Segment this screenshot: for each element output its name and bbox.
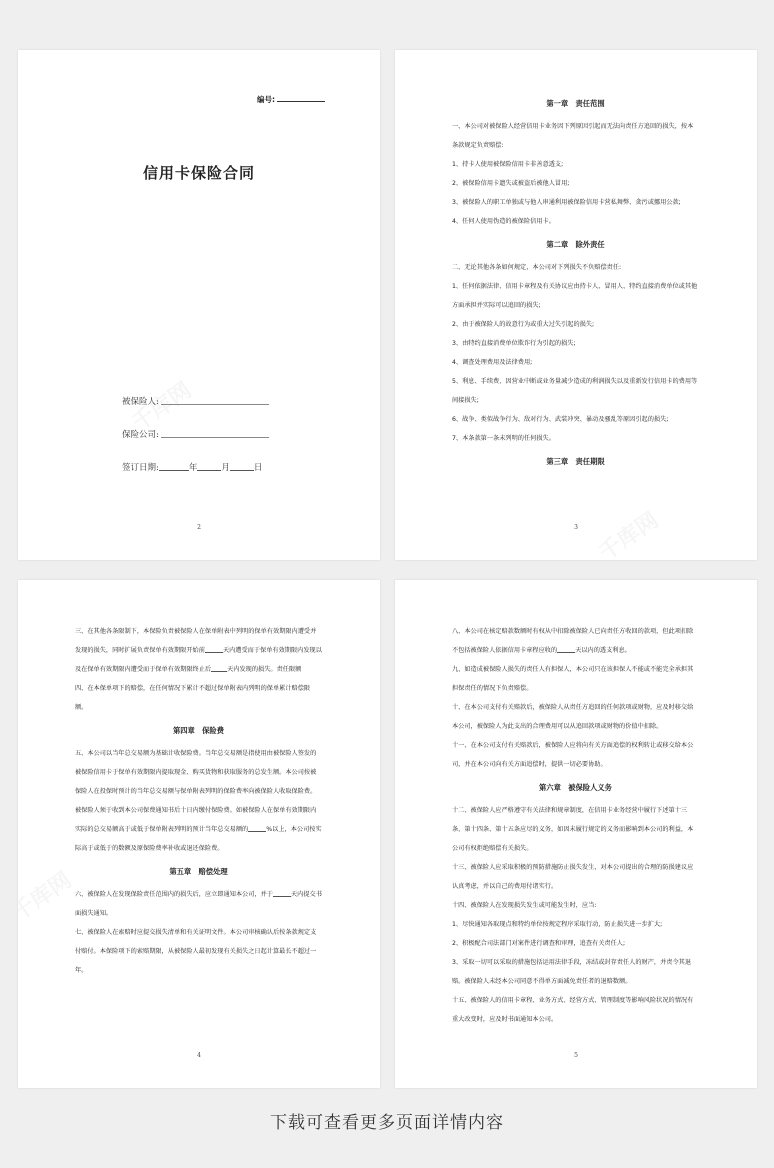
- page-body: [452, 90, 699, 475]
- day-label: 日: [253, 463, 263, 473]
- chapter-heading: 第一章 责任范围: [546, 99, 605, 108]
- insured-blank: [161, 404, 269, 405]
- list-item: 1、尽快通知各取现点和特约单位按规定程序采取行动，防止损失进一步扩大;: [452, 921, 663, 928]
- chapter-heading: 第三章 责任期限: [546, 457, 605, 466]
- article-text: 十四、被保险人在发现损失发生或可能发生时，应当:: [452, 902, 597, 909]
- sign-date-field: [122, 461, 262, 473]
- article-text: 十二、被保险人应严格遵守有关法律和规章制度，在信用卡业务经营中履行下述第十三条、第十四条、第十五条应尽的义务，如因未履行规定的义务而影响到本公司的利益，本公司有权拒绝赔偿有关损失。: [452, 807, 694, 852]
- article-text: 九、如造成被保险人损失的责任人有担保人，本公司只在该担保人不能或不能完全承担其担保责任的情况下负责赔偿。: [452, 666, 694, 692]
- insurer-field: [122, 428, 269, 440]
- article-text: 十三、被保险人应采取积极的预防措施防止损失发生，对本公司提出的合理的防损建议应认真考虑，并以自己的费用付诸实行。: [452, 864, 694, 890]
- list-item: 1、持卡人使用被保险信用卡非善意透支;: [452, 161, 564, 168]
- article-text: 十五、被保险人的信用卡章程、业务方式、经营方式、管理制度等影响风险状况的情况有重大改变时，应及时书面通知本公司。: [452, 997, 694, 1023]
- list-item: 4、任何人使用伪造的被保险信用卡。: [452, 218, 555, 225]
- contract-number-blank: [277, 101, 325, 102]
- article-text: 二、无论其他各条如何规定，本公司对下列损失不负赔偿责任:: [452, 264, 622, 271]
- list-item: 1、任何依据法律、信用卡章程及有关协议应由持卡人、冒用人、特约直接消费单位或其他方面承担并实际可以追回的损失;: [452, 283, 698, 309]
- list-item: 3、由特约直接消费单位欺诈行为引起的损失;: [452, 340, 576, 347]
- insurer-label: 保险公司:: [122, 430, 159, 440]
- contract-number-label: 编号:: [257, 95, 275, 104]
- insured-label: 被保险人:: [122, 397, 159, 407]
- chapter-heading: 第六章 被保险人义务: [539, 783, 612, 792]
- contract-title: 信用卡保险合同: [142, 164, 255, 182]
- list-item: 5、利息、手续费、因营业中断或业务量减少造成的利润损失以及重新发行信用卡的费用等间接损失;: [452, 378, 698, 404]
- download-more-link[interactable]: 下载可查看更多页面详情内容: [270, 1113, 504, 1133]
- list-item: 4、调查处理费用及法律费用;: [452, 359, 533, 366]
- article-text: 四、在本保单项下的赔偿，在任何情况下累计不超过保单附表内列明的保单累计赔偿限额。: [75, 685, 311, 711]
- sign-date-label: 签订日期:: [122, 463, 159, 473]
- insurer-blank: [161, 437, 269, 438]
- page-number: 3: [574, 524, 578, 531]
- chapter-heading: 第五章 赔偿处理: [169, 867, 228, 876]
- page-body: [75, 622, 322, 980]
- page-number: 5: [574, 1052, 578, 1059]
- article-text: 八、本公司在核定赔款数额时有权从中扣除被保险人已向责任方收回的款项，但此项扣除不包括被保险人依据信用卡章程应收的 天以内的透支利息。: [452, 628, 694, 654]
- article-text: 十、在本公司支付有关赔款后，被保险人从责任方追回的任何款项或财物，应及时移交给本公司，被保险人为此支出的合理费用可以从追回款项或财物的价值中扣除。: [452, 704, 694, 730]
- list-item: 3、被保险人的职工单独或与他人串通利用被保险信用卡营私舞弊、贪污或挪用公款;: [452, 199, 681, 206]
- chapter-heading: 第二章 除外责任: [546, 240, 605, 249]
- watermark: [592, 504, 664, 560]
- article-text: 一、本公司对被保险人经营信用卡业务因下列原因引起而无法向责任方追回的损失，按本条款规定负责赔偿:: [452, 123, 694, 149]
- page-body: [452, 622, 699, 1029]
- article-text: 六、被保险人在发现保险责任范围内的损失后，应立即通知本公司，并于 天内提交书面损失通知。: [75, 891, 322, 917]
- chapter-heading: 第四章 保险费: [172, 726, 225, 735]
- article-text: 五、本公司以当年总交易额为基础计收保险费。当年总交易额是指使用由被保险人签发的被保险信用卡于保单有效期限内提取现金、购买货物和获取服务的总发生额。本公司按被保险人在投保时预计的当年总交易额与保单附表列明的保险费率向被保险人收取保险费。被保险人须于收到本公司保费通知书后十日内缴付保险费。如被保险人在保单有效期限内实际的总交易额高于或低于保单附表列明的预计当年总交易额的 %以上，本公司按实际高于或低于的数额及原保险费率补收或退还保险费。: [75, 750, 322, 852]
- page-number: 4: [197, 1052, 201, 1059]
- page-2: [18, 50, 380, 560]
- page-3: [395, 50, 757, 560]
- insured-field: [122, 395, 269, 407]
- month-label: 月: [221, 463, 230, 473]
- page-4: [18, 580, 380, 1088]
- list-item: 3、采取一切可以采取的措施包括运用法律手段，冻结或封存责任人的财产，并责令其退赔。被保险人未经本公司同意不得单方面减免责任者的退赔数额。: [452, 959, 692, 985]
- list-item: 6、战争、类似战争行为、敌对行为、武装冲突、暴动及骚乱等原因引起的损失;: [452, 416, 669, 423]
- page-number: 2: [197, 524, 201, 531]
- watermark: [18, 864, 77, 927]
- article-text: 三、在其他各条限制下，本保险负责被保险人在保单附表中列明的保单有效期限内遭受并发现的损失，同时扩展负责保单有效期限开始前 天内遭受而于保单有效期限内发现以及在保单有效期限内遭受而于保单有效期限终止后 天内发现的损失。责任限额: [75, 628, 322, 673]
- list-item: 2、被保险信用卡遗失或被盗后被他人冒用;: [452, 180, 570, 187]
- article-text: 七、被保险人在索赔时应提交损失清单和有关证明文件。本公司审核确认后按条款规定支付赔付。本保险项下的索赔期限，从被保险人最初发现有关损失之日起计算最长不超过一年。: [75, 929, 317, 974]
- article-text: 十一、在本公司支付有关赔款后，被保险人应将向有关方面追偿的权利转让或移交给本公司，并在本公司向有关方面追偿时，提供一切必要协助。: [452, 742, 694, 768]
- list-item: 2、积极配合司法部门对案件进行调查和审理，追查有关责任人;: [452, 940, 626, 947]
- year-label: 年: [188, 463, 198, 473]
- list-item: 7、本条款第一条未列明的任何损失。: [452, 435, 555, 442]
- contract-number-field: [257, 94, 325, 105]
- list-item: 2、由于被保险人的故意行为或重大过失引起的损失;: [452, 321, 595, 328]
- page-5: [395, 580, 757, 1088]
